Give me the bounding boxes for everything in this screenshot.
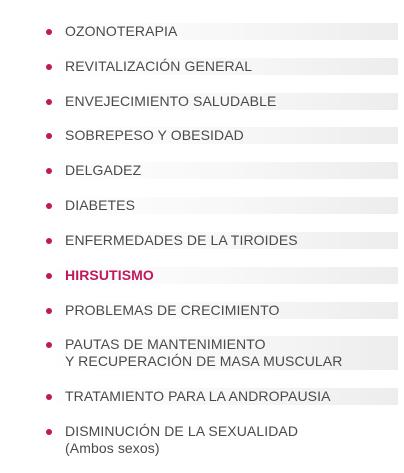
menu-item-label: PROBLEMAS DE CRECIMIENTO: [65, 302, 280, 318]
bullet-icon: [46, 429, 52, 435]
bullet-icon: [46, 273, 52, 279]
bullet-icon: [46, 133, 52, 139]
bullet-icon: [46, 29, 52, 35]
menu-item-enfermedades-tiroides[interactable]: [44, 232, 398, 249]
bullet-icon: [46, 342, 52, 348]
menu-item-label: HIRSUTISMO: [65, 267, 154, 283]
menu-item-envejecimiento-saludable[interactable]: [44, 93, 398, 110]
bullet-icon: [46, 64, 52, 70]
menu-item-label-line-1: DISMINUCIÓN DE LA SEXUALIDAD: [65, 423, 299, 439]
bullet-icon: [46, 168, 52, 174]
menu-item-sobrepeso-obesidad[interactable]: [44, 127, 398, 144]
menu-item-revitalizacion-general[interactable]: [44, 58, 398, 75]
menu-item-label: SOBREPESO Y OBESIDAD: [65, 127, 244, 143]
menu-item-disminucion-sexualidad[interactable]: [44, 423, 398, 457]
menu-item-label: DIABETES: [65, 197, 136, 213]
menu-item-ozonoterapia[interactable]: [44, 23, 398, 40]
menu-item-label: [65, 423, 298, 457]
bullet-icon: [46, 99, 52, 105]
menu-item-problemas-crecimiento[interactable]: [44, 302, 398, 319]
menu-item-andropausia[interactable]: [44, 388, 398, 405]
menu-item-hirsutismo[interactable]: [44, 267, 398, 284]
menu-item-label: ENVEJECIMIENTO SALUDABLE: [65, 93, 277, 109]
menu-item-diabetes[interactable]: [44, 197, 398, 214]
menu-item-label-line-1: PAUTAS DE MANTENIMIENTO: [65, 336, 266, 352]
menu-item-label: ENFERMEDADES DE LA TIROIDES: [65, 232, 298, 248]
menu-item-label: OZONOTERAPIA: [65, 23, 178, 39]
menu-item-label: DELGADEZ: [65, 162, 142, 178]
menu-item-label-line-2: (Ambos sexos): [65, 440, 160, 456]
bullet-icon: [46, 238, 52, 244]
menu-item-label-line-2: Y RECUPERACIÓN DE MASA MUSCULAR: [65, 353, 343, 369]
menu-item-delgadez[interactable]: [44, 162, 398, 179]
menu-item-label: REVITALIZACIÓN GENERAL: [65, 58, 253, 74]
bullet-icon: [46, 308, 52, 314]
bullet-icon: [46, 394, 52, 400]
menu-item-label: TRATAMIENTO PARA LA ANDROPAUSIA: [65, 388, 331, 404]
menu-item-label: [65, 336, 342, 370]
menu-item-pautas-mantenimiento[interactable]: [44, 336, 398, 370]
bullet-icon: [46, 203, 52, 209]
